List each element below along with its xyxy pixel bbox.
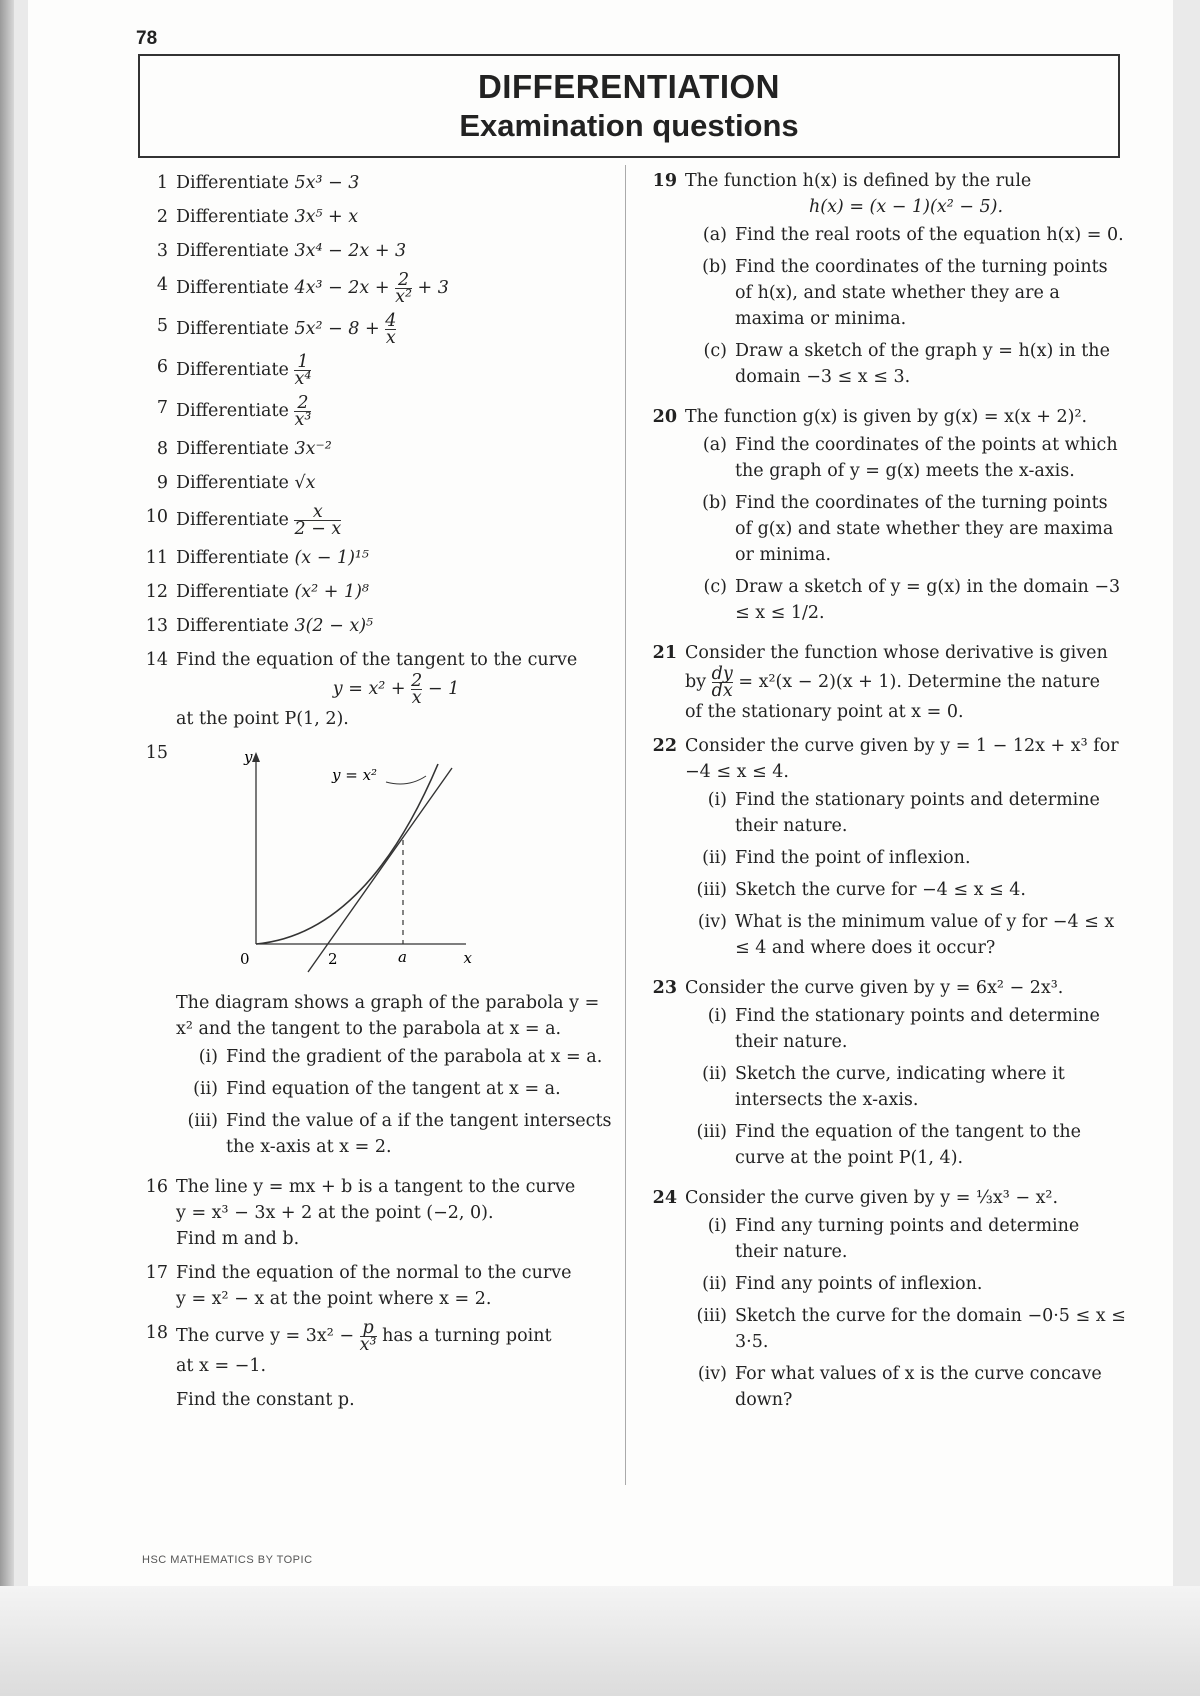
part [685, 1003, 1127, 1055]
x-axis-label: x [463, 949, 472, 967]
fraction [385, 313, 396, 346]
expression: 5x² − 8 + [294, 319, 380, 339]
expression: 4x³ − 2x + [294, 278, 390, 298]
question-text: The curve y = 3x² − [176, 1326, 355, 1346]
part [685, 877, 1127, 903]
part-label: (a) [702, 225, 727, 245]
question-4 [136, 272, 616, 305]
part-label: (iv) [697, 1364, 727, 1384]
tangent-line [308, 768, 452, 972]
part-text: Find any points of inflexion. [735, 1274, 983, 1294]
part-label: (i) [198, 1047, 218, 1067]
question-text: y = x² − x at the point where x = 2. [176, 1289, 492, 1309]
part [685, 1061, 1127, 1113]
part-text: Find the equation of the tangent to the curve at the point P(1, 4). [735, 1122, 1082, 1168]
part-text: Find the coordinates of the turning points of h(x), and state whether they are a maxima or minima. [735, 257, 1108, 329]
question-number: 24 [652, 1188, 677, 1208]
page-footer: HSC MATHEMATICS BY TOPIC [142, 1554, 313, 1566]
page-subtitle: Examination questions [459, 108, 799, 143]
expression: (x − 1)¹⁵ [294, 548, 369, 568]
expression: 3x⁵ + x [294, 207, 359, 227]
numerator: dy [711, 664, 733, 684]
part-label: (i) [707, 1216, 727, 1236]
part [176, 1044, 616, 1070]
question-number: 18 [145, 1323, 168, 1343]
x-intercept-label: 2 [328, 950, 338, 968]
part [685, 574, 1127, 626]
part [685, 1361, 1127, 1413]
question-number: 14 [145, 650, 168, 670]
question-number: 6 [156, 357, 168, 377]
question-22 [637, 733, 1127, 967]
question-18 [136, 1320, 616, 1413]
expression: 3x⁻² [294, 439, 332, 459]
question-1 [136, 170, 616, 196]
left-column [136, 170, 616, 1421]
denominator: x [411, 688, 422, 708]
numerator: 4 [385, 311, 397, 331]
question-text: has a turning point [382, 1326, 552, 1346]
origin-label: 0 [240, 950, 250, 968]
numerator: 2 [411, 671, 423, 691]
question-9 [136, 470, 616, 496]
part-text: Sketch the curve for −4 ≤ x ≤ 4. [735, 880, 1026, 900]
question-number: 7 [156, 398, 168, 418]
part [685, 845, 1127, 871]
parabola-tangent-graph [176, 748, 476, 978]
question-text: Differentiate [176, 439, 289, 459]
part-label: (c) [703, 341, 727, 361]
part-text: Find the coordinates of the points at which the graph of y = g(x) meets the x-axis. [735, 435, 1118, 481]
question-number: 12 [145, 582, 168, 602]
question-15 [136, 740, 616, 1166]
expression: √x [294, 473, 316, 493]
denominator: x³ [359, 1335, 377, 1355]
question-8 [136, 436, 616, 462]
question-number: 23 [652, 978, 677, 998]
question-7 [136, 395, 616, 428]
question-number: 11 [145, 548, 168, 568]
question-number: 19 [652, 171, 677, 191]
part-text: Find the value of a if the tangent intersects the x-axis at x = 2. [226, 1111, 612, 1157]
part-label: (iii) [187, 1111, 218, 1131]
question-text: The function g(x) is given by g(x) = x(x + 2)². [685, 407, 1088, 427]
a-label: a [398, 948, 407, 966]
question-14 [136, 647, 616, 732]
question-text: Consider the function whose derivative is given [685, 643, 1108, 663]
fraction [411, 673, 422, 706]
question-16 [136, 1174, 616, 1252]
question-text: y = x³ − 3x + 2 at the point (−2, 0). [176, 1203, 494, 1223]
question-text: Differentiate [176, 173, 289, 193]
question-text: Differentiate [176, 510, 289, 530]
expression: − 1 [427, 679, 460, 699]
y-axis-arrow [252, 752, 260, 762]
expression: (x² + 1)⁸ [294, 582, 369, 602]
part-text: Find the stationary points and determine their nature. [735, 1006, 1100, 1052]
part-label: (ii) [702, 1064, 727, 1084]
question-text: Find m and b. [176, 1229, 300, 1249]
part-text: Sketch the curve, indicating where it intersects the x-axis. [735, 1064, 1065, 1110]
question-10 [136, 504, 616, 537]
part-label: (b) [702, 493, 727, 513]
part-label: (iii) [696, 1306, 727, 1326]
question-text: Differentiate [176, 241, 289, 261]
part-label: (a) [702, 435, 727, 455]
question-number: 21 [652, 643, 677, 663]
question-20 [637, 404, 1127, 632]
question-text: Differentiate [176, 319, 289, 339]
question-text: of the stationary point at x = 0. [685, 702, 964, 722]
question-text: by [685, 672, 707, 692]
question-text: Differentiate [176, 278, 289, 298]
question-text: The diagram shows a graph of the parabola y = x² and the tangent to the parabola at x = a. [176, 993, 600, 1039]
part-label: (ii) [193, 1079, 218, 1099]
question-number: 2 [156, 207, 168, 227]
part-text: Draw a sketch of y = g(x) in the domain −3 ≤ x ≤ 1/2. [735, 577, 1121, 623]
part [685, 222, 1127, 248]
question-text: Differentiate [176, 401, 289, 421]
part-label: (i) [707, 790, 727, 810]
question-text: Differentiate [176, 473, 289, 493]
expression: 3x⁴ − 2x + 3 [294, 241, 407, 261]
question-3 [136, 238, 616, 264]
fraction [294, 504, 341, 537]
part-text: What is the minimum value of y for −4 ≤ x ≤ 4 and where does it occur? [735, 912, 1115, 958]
part-text: Sketch the curve for the domain −0·5 ≤ x ≤ 3·5. [735, 1306, 1126, 1352]
book-spine-shadow [0, 0, 14, 1696]
part-text: Find the gradient of the parabola at x = a. [226, 1047, 603, 1067]
part [685, 1213, 1127, 1265]
question-text: Differentiate [176, 207, 289, 227]
denominator: 2 − x [294, 519, 342, 539]
question-number: 13 [145, 616, 168, 636]
question-text: Differentiate [176, 548, 289, 568]
part-text: Find the point of inflexion. [735, 848, 971, 868]
label-pointer [386, 776, 426, 784]
page-number: 78 [136, 28, 158, 49]
part-label: (iii) [696, 1122, 727, 1142]
page-bottom-shadow [0, 1586, 1200, 1696]
part-label: (ii) [702, 1274, 727, 1294]
column-divider [625, 165, 626, 1485]
question-text: = x²(x − 2)(x + 1). Determine the nature [738, 672, 1100, 692]
question-text-tail: at the point P(1, 2). [176, 709, 349, 729]
part [176, 1076, 616, 1102]
part-label: (c) [703, 577, 727, 597]
part-text: Find the stationary points and determine their nature. [735, 790, 1100, 836]
page-title: DIFFERENTIATION [477, 68, 781, 105]
denominator: x³ [294, 410, 312, 430]
question-21 [637, 640, 1127, 725]
question-23 [637, 975, 1127, 1177]
denominator: dx [711, 681, 733, 701]
question-text: Differentiate [176, 360, 289, 380]
part-label: (i) [707, 1006, 727, 1026]
question-number: 1 [156, 173, 168, 193]
question-12 [136, 579, 616, 605]
fraction [360, 1320, 377, 1353]
part [176, 1108, 616, 1160]
question-24 [637, 1185, 1127, 1419]
question-text: Differentiate [176, 582, 289, 602]
expression: 5x³ − 3 [294, 173, 360, 193]
part [685, 909, 1127, 961]
question-number: 8 [156, 439, 168, 459]
part-text: Draw a sketch of the graph y = h(x) in the domain −3 ≤ x ≤ 3. [735, 341, 1110, 387]
right-column [637, 168, 1127, 1427]
fraction [395, 272, 412, 305]
part-text: Find the real roots of the equation h(x) = 0. [735, 225, 1124, 245]
part-label: (iii) [696, 880, 727, 900]
part [685, 490, 1127, 568]
part-text: Find any turning points and determine their nature. [735, 1216, 1080, 1262]
part [685, 1303, 1127, 1355]
fraction [712, 666, 733, 699]
expression: y = x² + [332, 679, 406, 699]
part [685, 254, 1127, 332]
question-number: 10 [145, 507, 168, 527]
question-text: at x = −1. [176, 1356, 267, 1376]
question-number: 20 [652, 407, 677, 427]
numerator: p [362, 1318, 374, 1338]
function-rule: h(x) = (x − 1)(x² − 5). [808, 197, 1004, 217]
part [685, 432, 1127, 484]
question-number: 17 [145, 1263, 168, 1283]
question-2 [136, 204, 616, 230]
part-text: For what values of x is the curve concave down? [735, 1364, 1102, 1410]
question-6 [136, 354, 616, 387]
part [685, 787, 1127, 839]
question-text: The function h(x) is defined by the rule [685, 171, 1032, 191]
denominator: x⁴ [294, 369, 312, 389]
expression: 3(2 − x)⁵ [294, 616, 374, 636]
question-5 [136, 313, 616, 346]
part [685, 1271, 1127, 1297]
numerator: 1 [297, 352, 309, 372]
question-number: 22 [652, 736, 677, 756]
expression: + 3 [417, 278, 449, 298]
y-axis-label: y [244, 748, 253, 766]
question-number: 3 [156, 241, 168, 261]
numerator: x [312, 502, 323, 522]
title-box [138, 54, 1120, 158]
fraction [294, 354, 311, 387]
question-19 [637, 168, 1127, 396]
denominator: x² [395, 287, 412, 307]
numerator: 2 [297, 393, 309, 413]
part-label: (iv) [697, 912, 727, 932]
question-text: Differentiate [176, 616, 289, 636]
question-11 [136, 545, 616, 571]
curve-label: y = x² [332, 766, 378, 784]
part [685, 1119, 1127, 1171]
question-number: 9 [156, 473, 168, 493]
question-text: Consider the curve given by y = 1 − 12x + x³ for −4 ≤ x ≤ 4. [685, 736, 1119, 782]
question-text: Find the constant p. [176, 1390, 355, 1410]
question-text: Consider the curve given by y = 6x² − 2x³. [685, 978, 1064, 998]
part-label: (b) [702, 257, 727, 277]
question-number: 5 [156, 316, 168, 336]
question-13 [136, 613, 616, 639]
part [685, 338, 1127, 390]
part-text: Find the coordinates of the turning points of g(x) and state whether they are maxima or minima. [735, 493, 1114, 565]
question-17 [136, 1260, 616, 1312]
question-number: 15 [145, 743, 168, 763]
numerator: 2 [397, 270, 410, 290]
denominator: x [385, 328, 396, 348]
question-number: 16 [145, 1177, 168, 1197]
part-label: (ii) [702, 848, 727, 868]
fraction [294, 395, 311, 428]
part-text: Find equation of the tangent at x = a. [226, 1079, 561, 1099]
question-text: Find the equation of the normal to the curve [176, 1263, 572, 1283]
question-text: Find the equation of the tangent to the curve [176, 650, 578, 670]
question-number: 4 [156, 275, 168, 295]
question-text: Consider the curve given by y = ⅓x³ − x². [685, 1188, 1059, 1208]
question-text: The line y = mx + b is a tangent to the curve [176, 1177, 576, 1197]
